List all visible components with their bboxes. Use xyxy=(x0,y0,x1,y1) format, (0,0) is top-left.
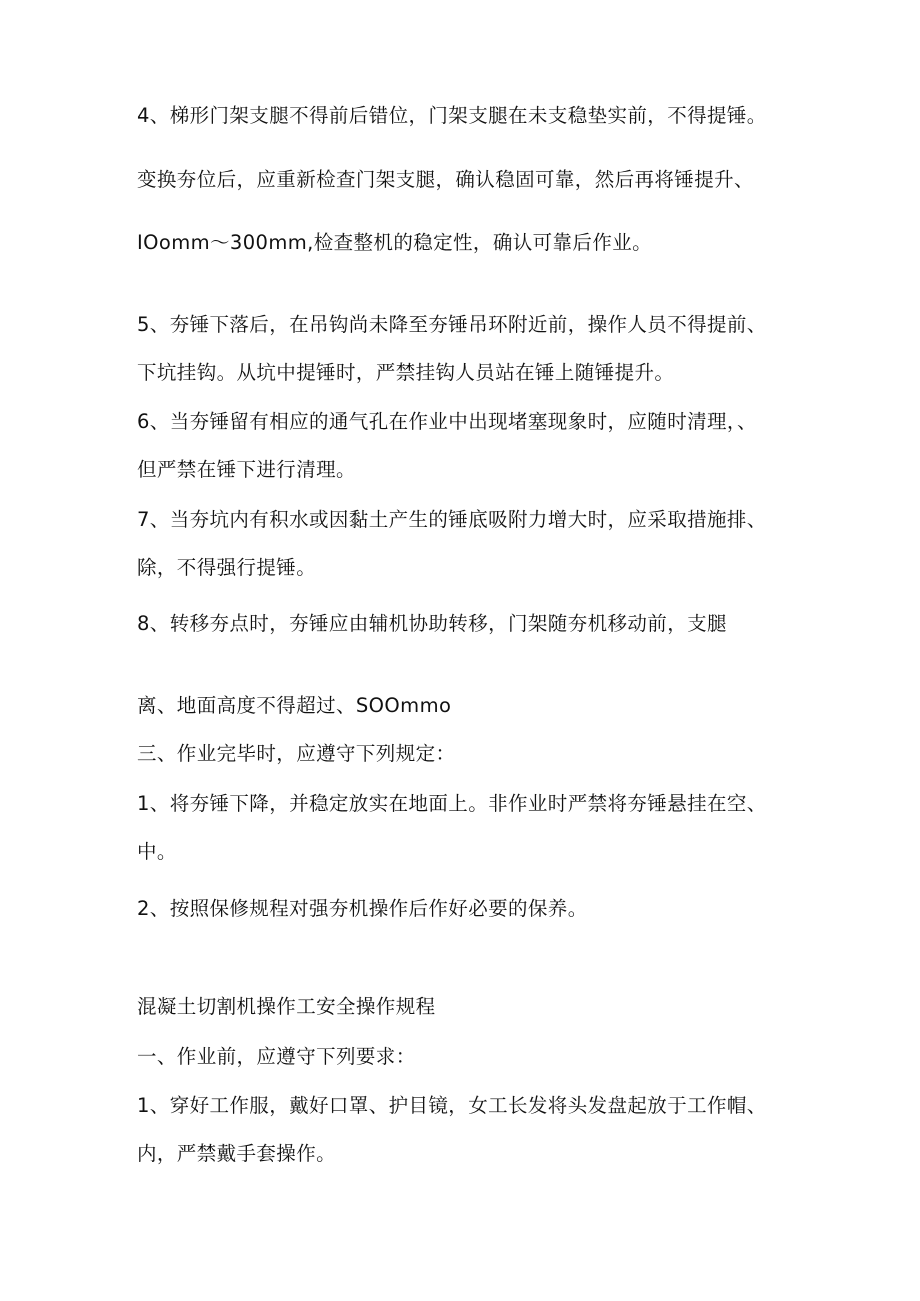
text-line: 4、梯形门架支腿不得前后错位，门架支腿在未支稳垫实前，不得提锤。 xyxy=(137,104,767,127)
text-line: 除，不得强行提锤。 xyxy=(137,556,317,579)
text-line: 5、夯锤下落后，在吊钩尚未降至夯锤吊环附近前，操作人员不得提前、 xyxy=(137,313,767,336)
text-line: IOomm～300mm,检查整机的稳定性，确认可靠后作业。 xyxy=(137,231,653,254)
text-line: 中。 xyxy=(137,840,177,863)
text-line: 6、当夯锤留有相应的通气孔在作业中出现堵塞现象时，应随时清理，、 xyxy=(137,410,757,433)
text-line: 2、按照保修规程对强夯机操作后作好必要的保养。 xyxy=(137,897,588,920)
text-line: 变换夯位后，应重新检查门架支腿，确认稳固可靠，然后再将锤提升、 xyxy=(137,168,754,191)
text-line: 1、穿好工作服，戴好口罩、护目镜，女工长发将头发盘起放于工作帽、 xyxy=(137,1094,767,1117)
section-title: 混凝土切割机操作工安全操作规程 xyxy=(137,995,436,1018)
text-line: 但严禁在锤下进行清理。 xyxy=(137,458,356,481)
text-line: 下坑挂钩。从坑中提锤时，严禁挂钩人员站在锤上随锤提升。 xyxy=(137,361,675,384)
text-line: 内，严禁戴手套操作。 xyxy=(137,1142,337,1165)
text-line: 三、作业完毕时，应遵守下列规定： xyxy=(137,742,456,765)
text-line: 1、将夯锤下降，并稳定放实在地面上。非作业时严禁将夯锤悬挂在空、 xyxy=(137,792,767,815)
text-line: 7、当夯坑内有积水或因黏土产生的锤底吸附力增大时，应采取措施排、 xyxy=(137,508,767,531)
text-line: 离、地面高度不得超过、SOOmmo xyxy=(137,694,452,717)
text-line: 8、转移夯点时，夯锤应由辅机协助转移，门架随夯机移动前，支腿 xyxy=(137,612,727,635)
text-line: 一、作业前，应遵守下列要求： xyxy=(137,1045,416,1068)
